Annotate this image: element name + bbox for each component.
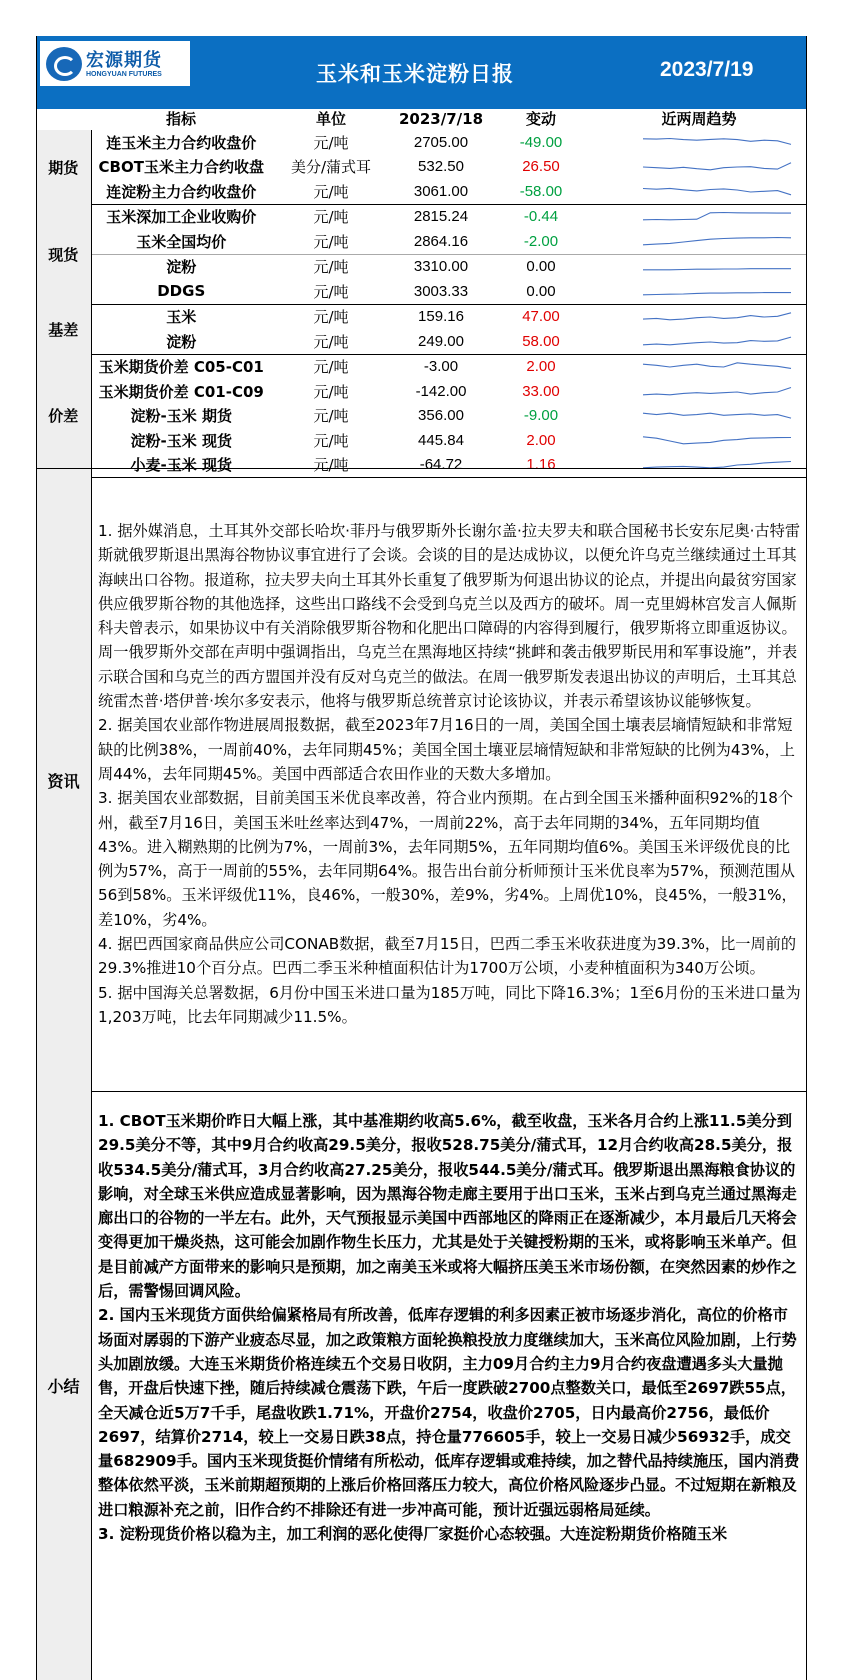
indicator-value: -3.00: [423, 358, 459, 376]
indicator-name: 淀粉: [91, 329, 271, 354]
trend-sparkline: [591, 155, 807, 180]
indicator-change: 47.00: [522, 308, 560, 326]
sparkline-chart: [642, 234, 792, 250]
indicator-name: 连淀粉主力合约收盘价: [91, 179, 271, 204]
sparkline-line: [643, 363, 791, 369]
indicator-change: -58.00: [491, 179, 591, 204]
table-row: [36, 279, 807, 304]
indicator-name: 小麦-玉米 现货: [91, 453, 271, 478]
indicator-unit: 元/吨: [313, 407, 349, 426]
indicator-change: 58.00: [491, 329, 591, 354]
sparkline-chart: [642, 384, 792, 400]
indicator-unit: 元/吨: [271, 329, 391, 354]
indicator-name: 玉米: [166, 308, 197, 327]
report-sheet: [36, 36, 807, 1680]
sparkline-chart: [642, 309, 792, 325]
table-row: [36, 404, 807, 429]
indicator-unit: 元/吨: [271, 179, 391, 204]
table-row: [36, 204, 807, 229]
sparkline-line: [643, 213, 791, 220]
table-row: [36, 179, 807, 204]
trend-sparkline: [591, 304, 807, 329]
news-item: 1. 据外媒消息，土耳其外交部长哈坎·菲丹与俄罗斯外长谢尔盖·拉夫罗夫和联合国秘书长安东尼奥·古特雷斯就俄罗斯退出黑海谷物协议事宜进行了会谈。会谈的目的是达成协议，以便允许乌克兰继续通过土耳其海峡出口谷物。报道称，拉夫罗夫向土耳其外长重复了俄罗斯为何退出协议的论点，并提出向最贫穷国家供应俄罗斯谷物的其他选择，这些出口路线不会受到乌克兰以及西方的破坏。周一克里姆林宫发言人佩斯科夫曾表示，如果协议中有关消除俄罗斯谷物和化肥出口障碍的内容得到履行，俄罗斯将立即重返协议。周一俄罗斯外交部在声明中强调指出，乌克兰在黑海地区持续“挑衅和袭击俄罗斯民用和军事设施”，并表示联合国和乌克兰的西方盟国并没有反对乌克兰的做法。在周一俄罗斯发表退出协议的声明后，土耳其总统雷杰普·塔伊普·埃尔多安表示，他将与俄罗斯总统普京讨论该协议，并表示希望该协议能够恢复。: [98, 522, 801, 711]
trend-sparkline: [591, 179, 807, 204]
indicator-value: 445.84: [418, 431, 464, 449]
news-item: 5. 据中国海关总署数据，6月份中国玉米进口量为185万吨，同比下降16.3%；1至6月份的玉米进口量为1,203万吨，比去年同期减少11.5%。: [98, 983, 801, 1026]
sparkline-line: [643, 437, 791, 444]
col-header-change: 变动: [525, 110, 556, 128]
indicator-value: 3310.00: [413, 258, 469, 276]
sparkline-line: [643, 292, 791, 294]
col-header-indicator: 指标: [165, 110, 196, 128]
table-row: [36, 379, 807, 404]
col-header-unit: 单位: [315, 110, 346, 128]
indicator-change: -9.00: [523, 407, 559, 425]
indicator-value: 532.50: [418, 158, 464, 176]
summary-section: [36, 1091, 807, 1680]
sparkline-line: [643, 413, 791, 418]
indicator-unit: 元/吨: [313, 208, 349, 227]
indicator-change: -49.00: [519, 133, 563, 151]
company-logo: [40, 41, 190, 86]
indicator-unit: 美分/蒲式耳: [290, 158, 372, 177]
sparkline-chart: [642, 408, 792, 424]
news-text: [98, 519, 801, 1029]
indicator-unit: 元/吨: [271, 453, 391, 478]
trend-sparkline: [591, 279, 807, 304]
news-section: [36, 468, 807, 1092]
indicator-change: 26.50: [522, 158, 560, 176]
trend-sparkline: [591, 204, 807, 229]
indicator-unit: 元/吨: [313, 382, 349, 401]
summary-item: 2. 国内玉米现货方面供给偏紧格局有所改善，低库存逻辑的利多因素正被市场逐步消化，高位的价格市场面对孱弱的下游产业疲态尽显，加之政策粮方面轮换粮投放力度继续加大，玉米高位风险加剧，上行势头加剧放缓。大连玉米期货价格连续五个交易日收阴，主力09月合约主力9月合约夜盘遭遇多头大量抛售，开盘后快速下挫，随后持续减仓震荡下跌，午后一度跌破2700点整数关口，最低至2697跌55点，全天减仓近5万7千手，尾盘收跌1.71%，开盘价2754，收盘价2705，日内最高价2756，最低价2697，结算价2714，较上一交易日跌38点，持仓量776605手，较上一交易日减少56932手，成交量682909手。国内玉米现货挺价情绪有所松动，低库存逻辑或难持续，加之替代品持续施压，国内消费整体依然平淡，玉米前期超预期的上涨后价格回落压力较大，高位价格风险逐步凸显。不过短期在新粮及进口粮源补充之前，旧作合约不排除还有进一步冲高可能，预计近强远弱格局延续。: [98, 1306, 800, 1519]
trend-sparkline: [591, 428, 807, 453]
indicator-value: 2815.24: [413, 208, 469, 226]
sparkline-line: [643, 387, 791, 394]
indicator-change: 33.00: [522, 382, 560, 400]
section-label-basis: 基差: [36, 304, 91, 354]
section-label-news: 资讯: [36, 469, 92, 1091]
indicator-change: 0.00: [526, 258, 556, 276]
section-label-futures: 期货: [36, 130, 91, 204]
indicator-table: [36, 130, 807, 478]
sparkline-chart: [642, 433, 792, 449]
indicator-unit: 元/吨: [313, 133, 349, 152]
sparkline-chart: [642, 159, 792, 175]
logo-emblem-icon: [46, 47, 82, 81]
report-date: 2023/7/19: [660, 58, 754, 81]
summary-item: 1. CBOT玉米期价昨日大幅上涨，其中基准期约收高5.6%，截至收盘，玉米各月合约上涨11.5美分到29.5美分不等，其中9月合约收高29.5美分，报收528.75美分/蒲式耳，12月合约收高28.5美分，报收534.5美分/蒲式耳，3月合约收高27.25美分，报收544.5美分/蒲式耳。俄罗斯退出黑海粮食协议的影响，对全球玉米供应造成显著影响，因为黑海谷物走廊主要用于出口玉米，玉米占到乌克兰通过黑海走廊出口的谷物的一半左右。此外，天气预报显示美国中西部地区的降雨正在逐渐减少，本月最后几天将会变得更加干燥炎热，这可能会加剧作物生长压力，尤其是处于关键授粉期的玉米，或将影响玉米单产。但是目前减产方面带来的影响只是预期，加之南美玉米或将大幅挤压美玉米市场份额，在突然因素的炒作之后，需警惕回调风险。: [98, 1112, 797, 1301]
indicator-name: 玉米期货价差 C05-C01: [98, 358, 264, 377]
indicator-name: DDGS: [91, 279, 271, 304]
indicator-value: 356.00: [418, 407, 464, 425]
sparkline-chart: [642, 184, 792, 200]
sparkline-line: [643, 313, 791, 320]
sheet-right-border: [806, 36, 807, 1680]
trend-sparkline: [591, 379, 807, 404]
indicator-unit: 元/吨: [313, 258, 349, 277]
report-header: [36, 36, 807, 109]
news-item: 2. 据美国农业部作物进展周报数据，截至2023年7月16日的一周，美国全国土壤表层墒情短缺和非常短缺的比例38%，一周前40%，去年同期45%；美国全国土壤亚层墒情短缺和非常短缺的比例为43%，上周44%，去年同期45%。美国中西部适合农田作业的天数大多增加。: [98, 716, 795, 783]
sparkline-line: [643, 269, 791, 270]
logo-chinese-name: 宏源期货: [86, 50, 162, 71]
news-item: 4. 据巴西国家商品供应公司CONAB数据，截至7月15日，巴西二季玉米收获进度为39.3%，比一周前的29.3%推进10个百分点。巴西二季玉米种植面积估计为1700万公顷，小麦种植面积为340万公顷。: [98, 935, 797, 978]
table-row: [36, 354, 807, 379]
sparkline-chart: [642, 209, 792, 225]
table-row: [36, 304, 807, 329]
sparkline-chart: [642, 334, 792, 350]
table-row: [36, 428, 807, 453]
indicator-unit: 元/吨: [313, 431, 349, 450]
indicator-value: 3003.33: [391, 279, 491, 304]
summary-item: 3. 淀粉现货价格以稳为主，加工利润的恶化使得厂家挺价心态较强。大连淀粉期货价格随玉米: [98, 1525, 728, 1544]
indicator-change: -0.44: [523, 208, 559, 226]
indicator-name: CBOT玉米主力合约收盘: [98, 158, 264, 177]
section-label-spot: 现货: [36, 204, 91, 304]
indicator-value: 249.00: [391, 329, 491, 354]
indicator-name: 玉米全国均价: [91, 229, 271, 254]
indicator-change: -2.00: [491, 229, 591, 254]
indicator-value: 3061.00: [391, 179, 491, 204]
indicator-value: 2705.00: [413, 133, 469, 151]
sparkline-line: [643, 337, 791, 345]
indicator-change: 1.16: [491, 453, 591, 478]
sparkline-line: [643, 188, 791, 194]
indicator-name: 淀粉: [166, 258, 197, 277]
indicator-name: 连玉米主力合约收盘价: [106, 133, 257, 152]
sparkline-chart: [642, 135, 792, 151]
trend-sparkline: [591, 354, 807, 379]
col-header-trend: 近两周趋势: [661, 110, 737, 128]
summary-text: [98, 1109, 801, 1546]
indicator-unit: 元/吨: [271, 279, 391, 304]
indicator-value: 159.16: [418, 308, 464, 326]
sparkline-line: [643, 138, 791, 144]
indicator-value: -142.00: [415, 382, 467, 400]
indicator-change: 2.00: [526, 358, 556, 376]
report-title: 玉米和玉米淀粉日报: [316, 62, 514, 86]
indicator-unit: 元/吨: [313, 308, 349, 327]
table-row: [36, 229, 807, 254]
indicator-name: 淀粉-玉米 期货: [130, 407, 232, 426]
col-header-date: 2023/7/18: [398, 110, 484, 128]
table-row: [36, 155, 807, 180]
news-item: 3. 据美国农业部数据，目前美国玉米优良率改善，符合业内预期。在占到全国玉米播种面积92%的18个州，截至7月16日，美国玉米吐丝率达到47%，一周前22%，高于去年同期的34%，五年同期均值43%。进入糊熟期的比例为7%，一周前3%，去年同期5%，五年同期均值6%。美国玉米评级优良的比例为57%，高于一周前的55%，去年同期64%。报告出台前分析师预计玉米优良率为57%，预测范围从56到58%。玉米评级优11%，良46%，一般30%，差9%，劣4%。上周优10%，良45%，一般31%，差10%，劣4%。: [98, 789, 797, 929]
indicator-value: 2864.16: [391, 229, 491, 254]
table-row: [36, 130, 807, 155]
indicator-change: 2.00: [526, 431, 556, 449]
indicator-name: 玉米期货价差 C01-C09: [98, 382, 264, 401]
section-label-summary: 小结: [36, 1091, 92, 1680]
logo-english-name: HONGYUAN FUTURES: [86, 71, 162, 78]
indicator-unit: 元/吨: [271, 229, 391, 254]
sparkline-chart: [642, 259, 792, 275]
indicator-unit: 元/吨: [313, 358, 349, 377]
trend-sparkline: [591, 130, 807, 155]
table-row: [36, 254, 807, 279]
trend-sparkline: [591, 229, 807, 254]
indicator-name: 淀粉-玉米 现货: [130, 431, 232, 450]
sparkline-chart: [642, 359, 792, 375]
trend-sparkline: [591, 254, 807, 279]
sheet-left-border: [36, 36, 37, 1680]
table-row: [36, 329, 807, 354]
section-label-spread: 价差: [36, 354, 91, 478]
sparkline-chart: [642, 284, 792, 300]
indicator-name: 玉米深加工企业收购价: [106, 208, 257, 227]
sparkline-line: [643, 237, 791, 244]
indicator-value: -64.72: [391, 453, 491, 478]
trend-sparkline: [591, 329, 807, 354]
trend-sparkline: [591, 404, 807, 429]
sparkline-line: [643, 163, 791, 170]
indicator-change: 0.00: [491, 279, 591, 304]
